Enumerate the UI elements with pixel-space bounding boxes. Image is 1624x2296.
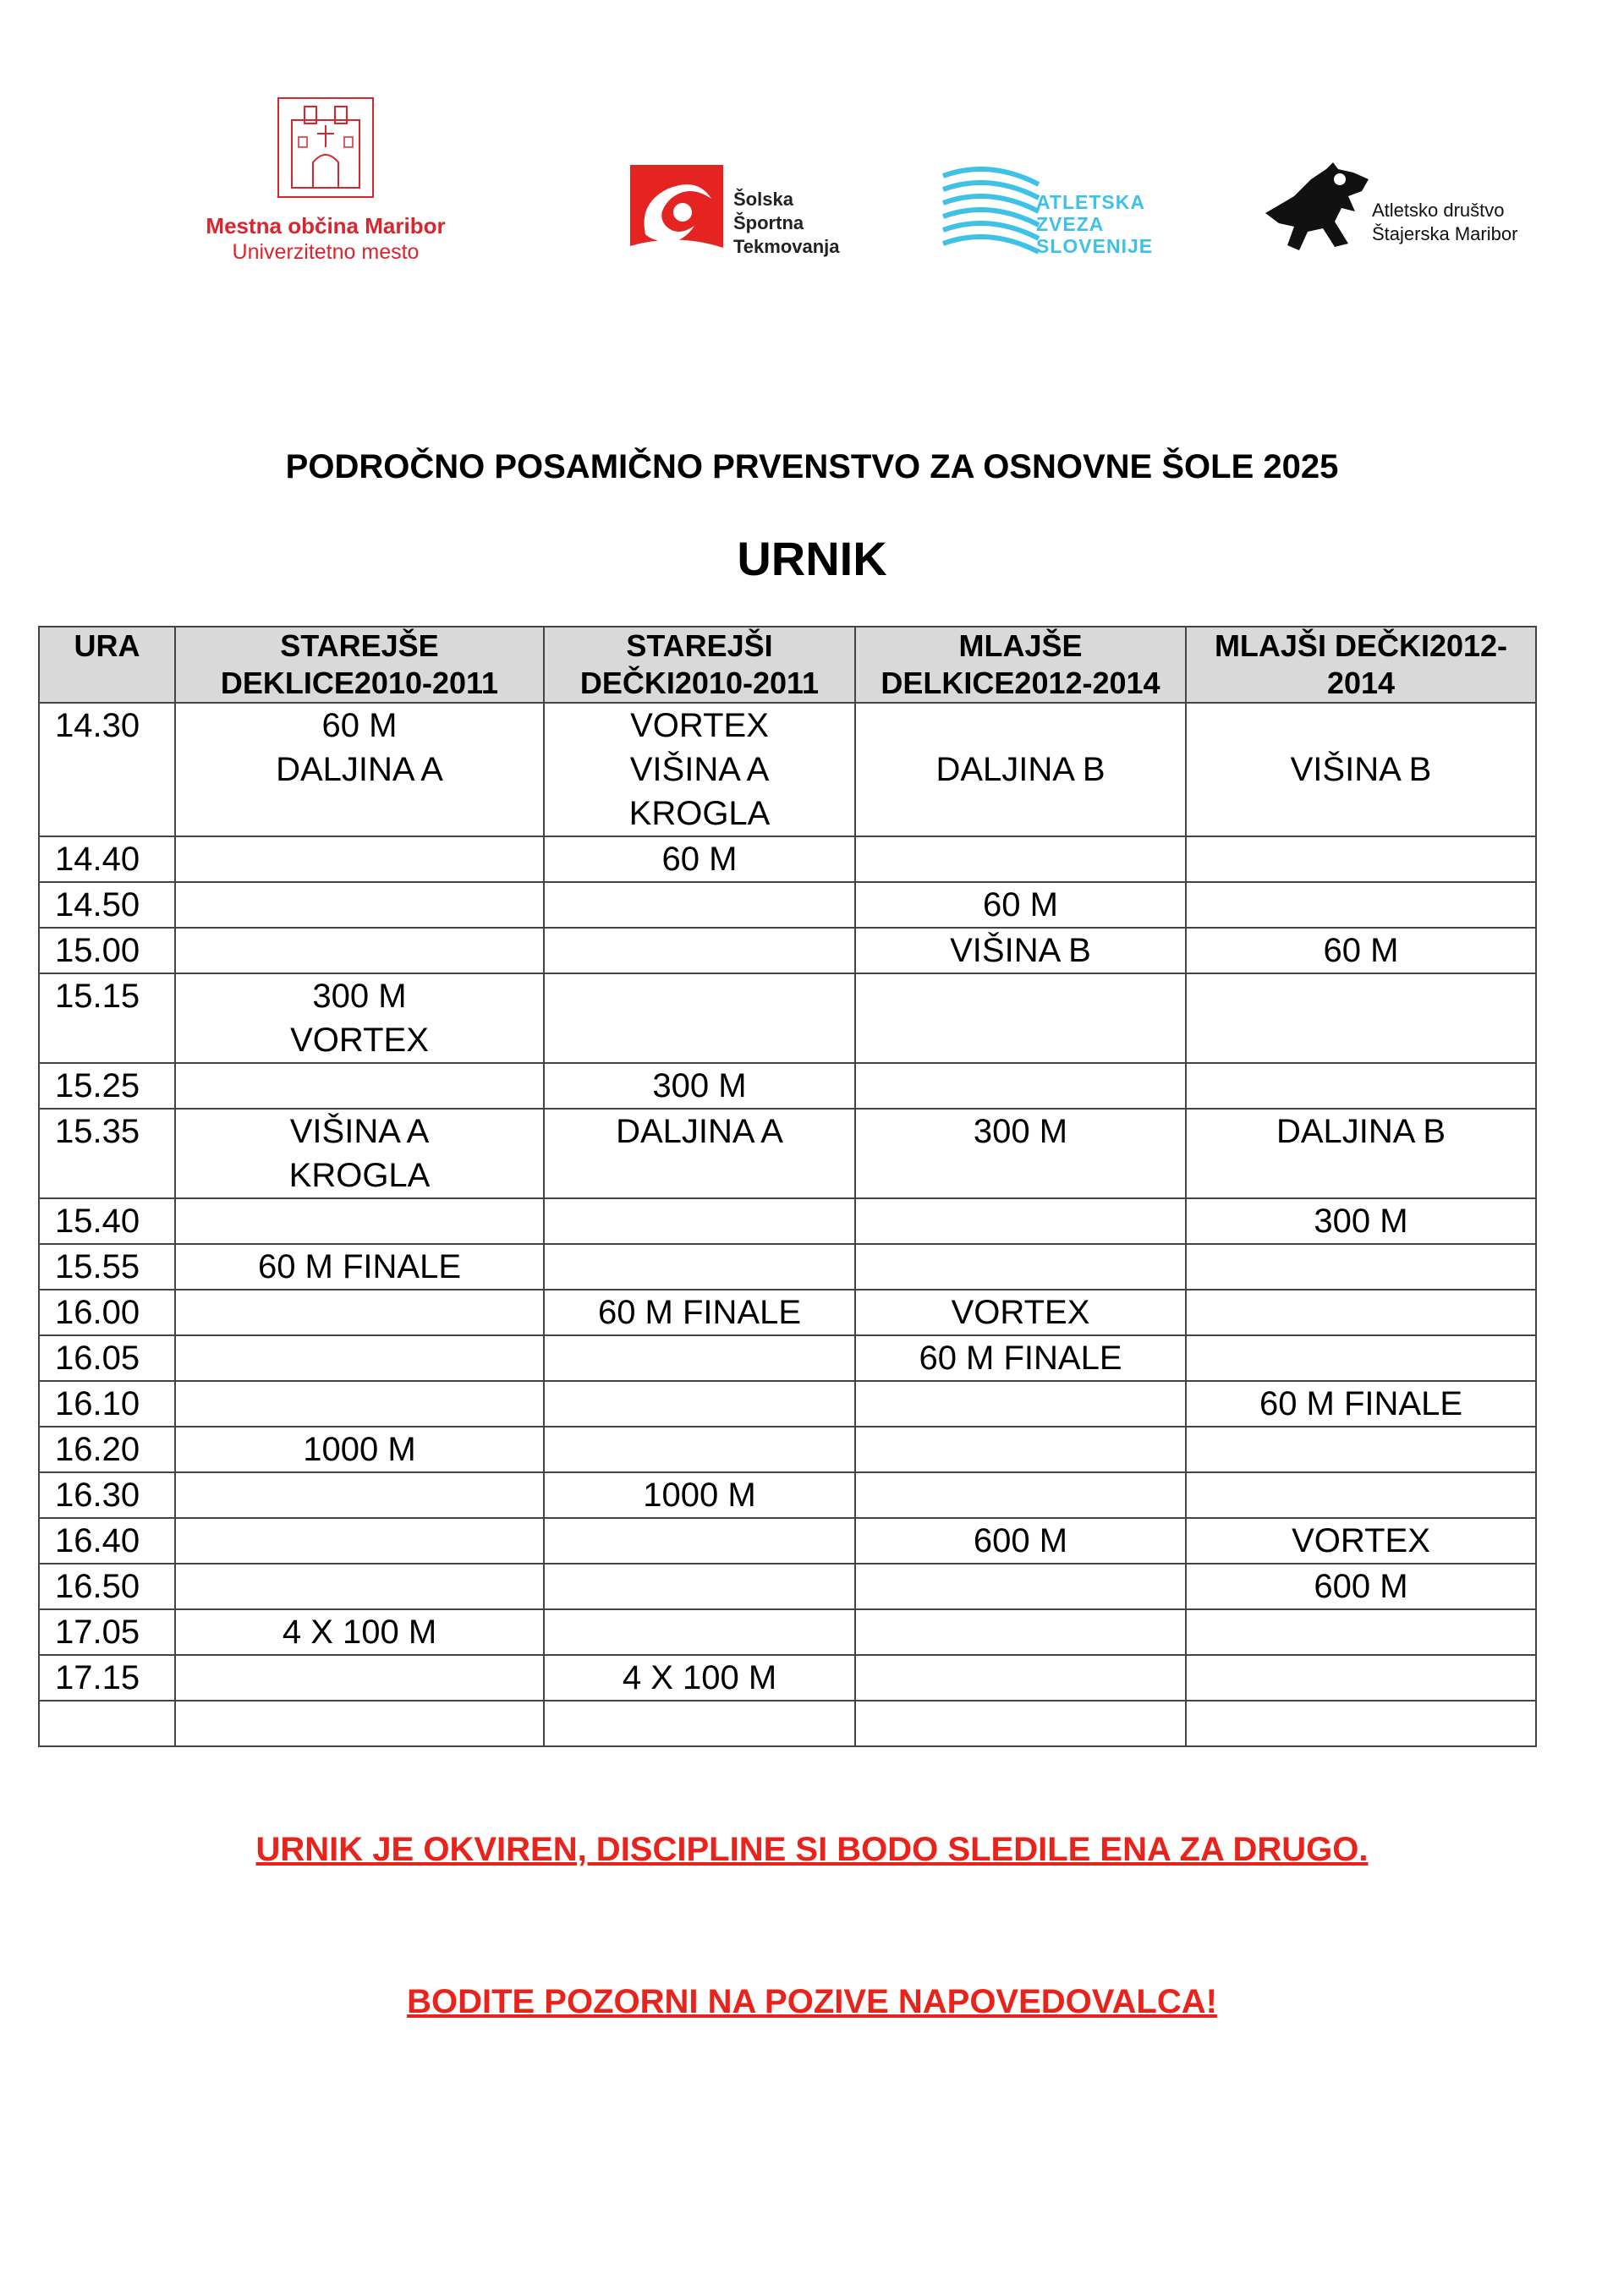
event-cell xyxy=(175,1655,544,1701)
table-row xyxy=(39,1244,1536,1290)
event-cell xyxy=(544,882,855,928)
table-row xyxy=(39,1335,1536,1381)
ads-line-2: Štajerska Maribor xyxy=(1372,223,1518,244)
event-cell xyxy=(175,1701,544,1746)
event-cell xyxy=(175,1063,544,1109)
event-cell xyxy=(1186,973,1536,1063)
event-cell xyxy=(175,1244,544,1290)
sst-line-3: Tekmovanja xyxy=(733,236,840,257)
time-cell: 14.50 xyxy=(39,882,175,928)
event-cell xyxy=(175,1198,544,1244)
table-row xyxy=(39,1472,1536,1518)
event-cell xyxy=(544,1472,855,1518)
event-cell xyxy=(544,1290,855,1335)
event-label: 600 M xyxy=(973,1522,1068,1559)
time-cell: 16.40 xyxy=(39,1518,175,1564)
event-cell xyxy=(175,882,544,928)
table-header-row xyxy=(39,627,1536,703)
event-label: VIŠINA A xyxy=(629,751,770,788)
logo-solska-sportna-tekmovanja xyxy=(630,165,859,266)
event-label: 300 M xyxy=(1314,1203,1408,1240)
time-cell: 16.20 xyxy=(39,1427,175,1472)
event-cell xyxy=(1186,1701,1536,1746)
table-row xyxy=(39,1564,1536,1609)
event-title: PODROČNO POSAMIČNO PRVENSTVO ZA OSNOVNE ŠOLE 2025 xyxy=(285,448,1339,485)
event-cell xyxy=(855,1472,1186,1518)
time-cell: 15.35 xyxy=(39,1109,175,1198)
table-row xyxy=(39,1701,1536,1746)
time-cell: 16.30 xyxy=(39,1472,175,1518)
event-cell xyxy=(855,1427,1186,1472)
event-cell xyxy=(1186,703,1536,836)
event-cell xyxy=(1186,1472,1536,1518)
event-cell xyxy=(175,1472,544,1518)
event-cell xyxy=(855,1609,1186,1655)
event-label: 60 M xyxy=(983,886,1058,923)
mom-name: Mestna občina Maribor xyxy=(206,213,446,238)
event-cell xyxy=(1186,1381,1536,1427)
event-cell xyxy=(1186,928,1536,973)
event-label: KROGLA xyxy=(628,795,771,832)
event-label: VIŠINA B xyxy=(950,932,1091,969)
header-mlajse-deklice: MLAJŠE DELKICE2012-2014 xyxy=(855,627,1186,703)
event-cell xyxy=(544,1609,855,1655)
event-cell xyxy=(855,1335,1186,1381)
event-cell xyxy=(544,1427,855,1472)
event-cell xyxy=(855,1109,1186,1198)
table-row xyxy=(39,973,1536,1063)
time-cell: 15.25 xyxy=(39,1063,175,1109)
table-row xyxy=(39,1427,1536,1472)
event-label: KROGLA xyxy=(288,1157,431,1194)
table-row xyxy=(39,1198,1536,1244)
note-schedule-approximate: URNIK JE OKVIREN, DISCIPLINE SI BODO SLEDILE ENA ZA DRUGO. xyxy=(255,1831,1369,1868)
event-cell xyxy=(1186,1290,1536,1335)
logo-mestna-obcina-maribor xyxy=(190,95,461,272)
event-label: 60 M FINALE xyxy=(597,1294,802,1331)
event-cell xyxy=(1186,1244,1536,1290)
event-cell xyxy=(855,836,1186,882)
event-cell xyxy=(544,1063,855,1109)
event-label: 600 M xyxy=(1314,1568,1408,1605)
time-cell: 15.00 xyxy=(39,928,175,973)
event-cell xyxy=(544,1198,855,1244)
maribor-crest-icon xyxy=(275,95,376,200)
event-cell xyxy=(175,1518,544,1564)
runner-panther-icon xyxy=(1260,162,1374,251)
event-label: 60 M FINALE xyxy=(257,1248,462,1285)
event-cell xyxy=(544,1335,855,1381)
event-label: 300 M xyxy=(652,1067,747,1104)
event-label: 60 M xyxy=(321,707,398,744)
schedule-title: URNIK xyxy=(737,532,887,585)
event-label: 60 M xyxy=(1323,932,1399,969)
event-label: VIŠINA A xyxy=(289,1113,430,1150)
event-cell xyxy=(175,703,544,836)
time-cell: 15.40 xyxy=(39,1198,175,1244)
time-cell xyxy=(39,1701,175,1746)
event-cell xyxy=(855,1564,1186,1609)
event-cell xyxy=(544,1109,855,1198)
azs-line-3: SLOVENIJE xyxy=(1036,235,1154,257)
table-row xyxy=(39,1063,1536,1109)
event-cell xyxy=(175,836,544,882)
event-cell xyxy=(544,973,855,1063)
event-cell xyxy=(855,1381,1186,1427)
event-cell xyxy=(1186,1564,1536,1609)
table-row xyxy=(39,1609,1536,1655)
note-listen-to-announcer: BODITE POZORNI NA POZIVE NAPOVEDOVALCA! xyxy=(407,1983,1217,2020)
event-cell xyxy=(175,1335,544,1381)
event-cell xyxy=(855,973,1186,1063)
header-starejse-deklice: STAREJŠE DEKLICE2010-2011 xyxy=(175,627,544,703)
event-cell xyxy=(1186,1655,1536,1701)
azs-line-1: ATLETSKA xyxy=(1036,191,1145,213)
event-cell xyxy=(544,1655,855,1701)
time-cell: 16.00 xyxy=(39,1290,175,1335)
table-row xyxy=(39,1381,1536,1427)
event-label: 60 M FINALE xyxy=(919,1340,1122,1377)
header-mlajsi-decki: MLAJŠI DEČKI2012-2014 xyxy=(1186,627,1536,703)
time-cell: 17.15 xyxy=(39,1655,175,1701)
event-label: VORTEX xyxy=(1292,1522,1430,1559)
event-cell xyxy=(175,928,544,973)
event-label: VORTEX xyxy=(951,1294,1090,1331)
event-cell xyxy=(544,836,855,882)
table-row xyxy=(39,882,1536,928)
event-label: DALJINA A xyxy=(276,751,443,788)
logo-atletska-zveza-slovenije xyxy=(939,159,1154,260)
event-label: 60 M FINALE xyxy=(1259,1385,1463,1422)
event-label: 1000 M xyxy=(303,1431,416,1468)
event-label: 4 X 100 M xyxy=(282,1614,437,1651)
event-label: 1000 M xyxy=(643,1477,756,1514)
event-cell xyxy=(855,1244,1186,1290)
event-cell xyxy=(175,1609,544,1655)
event-label: VIŠINA B xyxy=(1290,751,1432,788)
schedule-body xyxy=(39,703,1536,1746)
event-cell xyxy=(855,1701,1186,1746)
table-row xyxy=(39,1655,1536,1701)
time-cell: 15.15 xyxy=(39,973,175,1063)
event-cell xyxy=(855,1518,1186,1564)
event-cell xyxy=(1186,1198,1536,1244)
event-cell xyxy=(855,928,1186,973)
event-label: 60 M xyxy=(661,841,738,878)
event-label: 300 M xyxy=(973,1113,1068,1150)
event-cell xyxy=(1186,1518,1536,1564)
table-row xyxy=(39,836,1536,882)
event-label: VORTEX xyxy=(290,1022,429,1059)
table-row xyxy=(39,703,1536,836)
event-label: DALJINA A xyxy=(616,1113,783,1150)
ads-line-1: Atletsko društvo xyxy=(1372,200,1505,221)
sst-mark-icon xyxy=(630,165,723,260)
header-starejsi-decki: STAREJŠI DEČKI2010-2011 xyxy=(544,627,855,703)
event-cell xyxy=(1186,836,1536,882)
sst-line-1: Šolska xyxy=(733,189,793,210)
time-cell: 15.55 xyxy=(39,1244,175,1290)
event-cell xyxy=(855,703,1186,836)
azs-waves-icon xyxy=(939,159,1040,256)
event-cell xyxy=(175,973,544,1063)
event-cell xyxy=(544,1244,855,1290)
time-cell: 16.05 xyxy=(39,1335,175,1381)
event-cell xyxy=(1186,1109,1536,1198)
table-row xyxy=(39,1109,1536,1198)
event-cell xyxy=(1186,1427,1536,1472)
time-cell: 14.30 xyxy=(39,703,175,836)
event-label: 4 X 100 M xyxy=(622,1659,777,1696)
time-cell: 16.50 xyxy=(39,1564,175,1609)
event-cell xyxy=(1186,882,1536,928)
event-cell xyxy=(544,928,855,973)
time-cell: 16.10 xyxy=(39,1381,175,1427)
logo-atletsko-drustvo-stajerska xyxy=(1260,162,1539,255)
event-cell xyxy=(175,1109,544,1198)
event-cell xyxy=(855,1198,1186,1244)
event-cell xyxy=(544,1381,855,1427)
schedule-table xyxy=(38,626,1537,1747)
event-label: DALJINA B xyxy=(935,751,1106,788)
table-row xyxy=(39,1518,1536,1564)
event-cell xyxy=(175,1290,544,1335)
event-cell xyxy=(175,1381,544,1427)
event-cell xyxy=(855,1290,1186,1335)
header-time: URA xyxy=(39,627,175,703)
event-cell xyxy=(544,703,855,836)
event-label: 300 M xyxy=(312,978,407,1015)
event-cell xyxy=(855,1063,1186,1109)
event-cell xyxy=(1186,1609,1536,1655)
time-cell: 17.05 xyxy=(39,1609,175,1655)
event-cell xyxy=(1186,1335,1536,1381)
mom-subtitle: Univerzitetno mesto xyxy=(232,240,420,264)
event-cell xyxy=(855,1655,1186,1701)
event-cell xyxy=(544,1564,855,1609)
azs-line-2: ZVEZA xyxy=(1036,213,1105,235)
event-cell xyxy=(1186,1063,1536,1109)
event-cell xyxy=(175,1427,544,1472)
table-row xyxy=(39,928,1536,973)
event-label: DALJINA B xyxy=(1276,1113,1446,1150)
event-cell xyxy=(175,1564,544,1609)
sst-line-2: Športna xyxy=(733,212,804,233)
event-cell xyxy=(544,1518,855,1564)
time-cell: 14.40 xyxy=(39,836,175,882)
event-cell xyxy=(544,1701,855,1746)
event-cell xyxy=(855,882,1186,928)
event-label: VORTEX xyxy=(630,707,769,744)
table-row xyxy=(39,1290,1536,1335)
